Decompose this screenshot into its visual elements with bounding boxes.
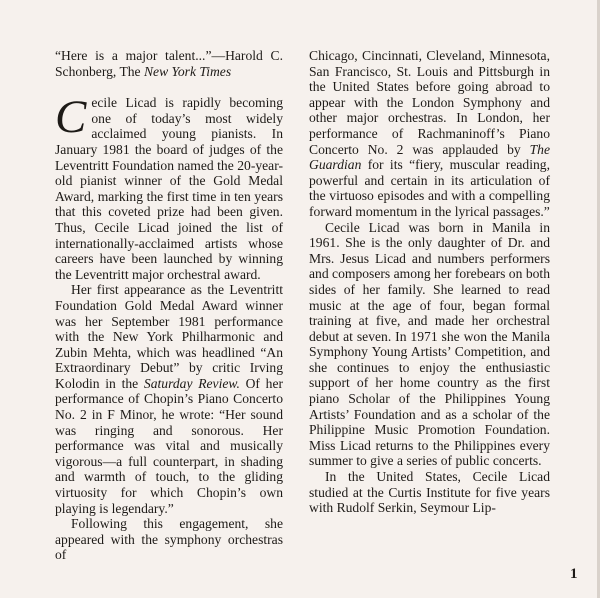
biography-paragraph-3 bbox=[55, 516, 283, 563]
right-column bbox=[309, 48, 550, 516]
publication-title: The Guardian bbox=[309, 141, 550, 173]
paragraph-text: for its “fiery, muscular reading, powerful and certain in its articulation of the virtuoso episodes and with a compelling forward momentum in the lyrical passages.” bbox=[309, 157, 550, 219]
biography-paragraph-1 bbox=[55, 91, 283, 282]
paragraph-text: Of her performance of Chopin’s Piano Concerto No. 2 in F Minor, he wrote: “Her sound was ringing and sonorous. Her performance was vital and musically vigorous—a full counterpart, in shading and warmth of touch, to the gliding virtuosity for which Chopin’s own playing is legendary.” bbox=[55, 375, 284, 516]
quote-source: New York Times bbox=[143, 63, 232, 79]
paragraph-text: ecile Licad is rapidly becoming one of today’s most widely acclaimed young pianists. In January 1981 the board of judges of the Leventritt Foundation named the 20-year-old pianist winner of the Gold Medal Award, marking the first time in ten years that this coveted prize had been given. Thus, Cecile Licad joined the list of internationally-acclaimed artists whose careers have been launched by winning the Leventritt major orchestral award. bbox=[55, 95, 283, 282]
page-number: 1 bbox=[570, 566, 578, 582]
paragraph-text: In the United States, Cecile Licad studied at the Curtis Institute for five years with Rudolf Serkin, Seymour Lip- bbox=[309, 469, 550, 516]
biography-paragraph-2 bbox=[55, 282, 283, 516]
publication-title: Saturday Review. bbox=[143, 375, 240, 391]
biography-paragraph-4 bbox=[309, 48, 550, 220]
drop-cap-letter: C bbox=[55, 91, 87, 144]
biography-paragraph-5 bbox=[309, 220, 550, 470]
paragraph-text: Cecile Licad was born in Manila in 1961. She is the only daughter of Dr. and Mrs. Jesus Licad and numbers performers and composers among her forebears on both sides of her family. She learned to read music at the age of four, began formal training at five, and made her orchestral debut at seven. In 1971 she won the Manila Symphony Young Artists’ Competition, and she continues to enjoy the enthusiastic support of her home country as the first piano Scholar of the Philippines Young Artists’ Foundation and as a scholar of the Philippine Music Promotion Foundation. Miss Licad returns to the Philippines every summer to give a series of public concerts. bbox=[309, 219, 550, 469]
left-column bbox=[55, 48, 283, 563]
paragraph-text: Chicago, Cincinnati, Cleveland, Minnesota, San Francisco, St. Louis and Pittsburgh in the United States before going abroad to appear with the London Symphony and other major orchestras. In London, her performance of Rachmaninoff’s Piano Concerto No. 2 was applauded by bbox=[309, 48, 550, 157]
quote-text: “Here is a major talent...”—Harold C. Schonberg, The bbox=[55, 48, 283, 79]
opening-quote bbox=[55, 48, 283, 79]
paragraph-text: Following this engagement, she appeared with the symphony orchestras of bbox=[55, 516, 283, 563]
biography-paragraph-6 bbox=[309, 469, 550, 516]
paragraph-text: Her first appearance as the Leventritt Foundation Gold Medal Award winner was her September 1981 performance with the New York Philharmonic and Zubin Mehta, which was headlined “An Extraordinary Debut” by critic Irving Kolodin in the bbox=[55, 282, 283, 391]
